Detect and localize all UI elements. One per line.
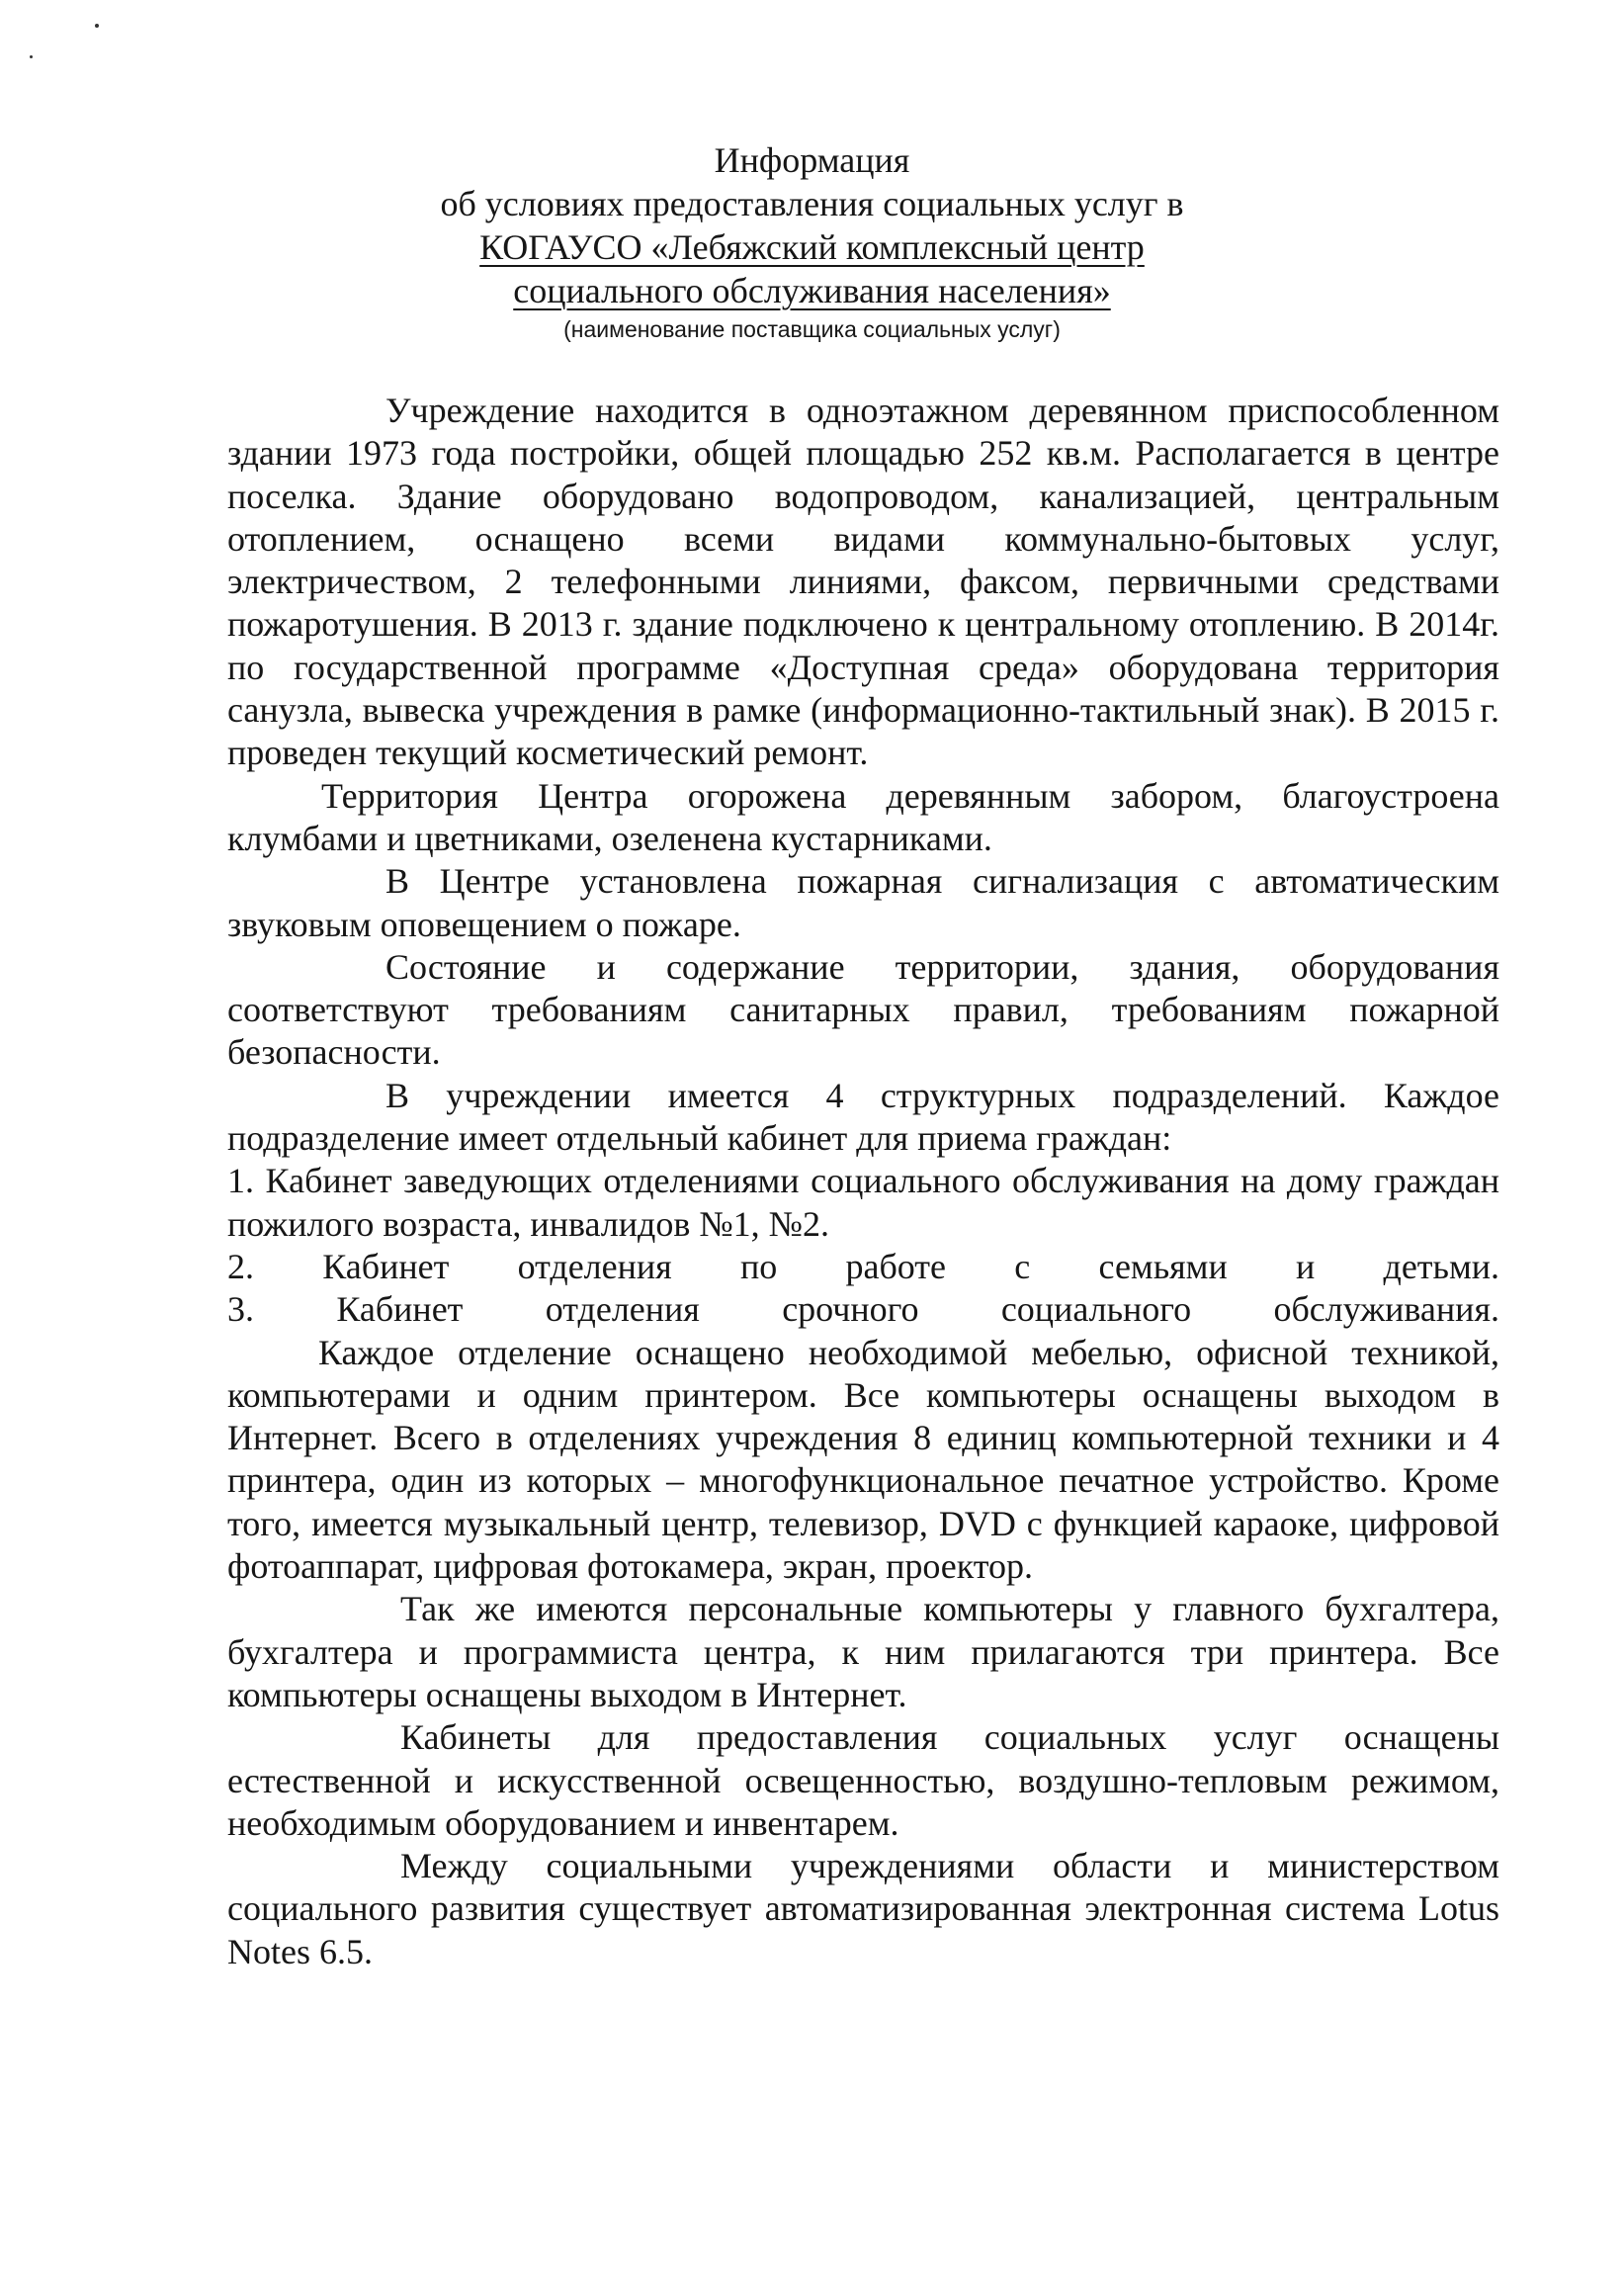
paragraph-equipment: Каждое отделение оснащено необходимой мебелью, офисной техникой, компьютерами и одним принтером. Все компьютеры оснащены выходом в Интернет. Всего в отделениях учреждения 8 единиц компьютерной техники и 4 принтера, один из которых – многофункциональное печатное устройство. Кроме того, имеется музыкальный центр, телевизор, DVD с функцией караоке, цифровой фотоаппарат, цифровая фотокамера, экран, проектор. bbox=[227, 1332, 1499, 1587]
paragraph-departments: В учреждении имеется 4 структурных подразделений. Каждое подразделение имеет отдельный кабинет для приема граждан: bbox=[227, 1075, 1499, 1159]
scan-speck bbox=[95, 24, 99, 28]
list-item-cabinet-3: 3. Кабинет отделения срочного социального обслуживания. bbox=[227, 1289, 1499, 1330]
paragraph-cabinets: Кабинеты для предоставления социальных услуг оснащены естественной и искусственной освещенностью, воздушно-тепловым режимом, необходимым оборудованием и инвентарем. bbox=[227, 1717, 1499, 1843]
paragraph-condition: Состояние и содержание территории, здания, оборудования соответствуют требованиям санитарных правил, требованиям пожарной безопасности. bbox=[227, 946, 1499, 1073]
organization-caption: (наименование поставщика социальных услуг) bbox=[563, 316, 1061, 342]
paragraph-computers: Так же имеются персональные компьютеры у главного бухгалтера, бухгалтера и программиста центра, к ним прилагаются три принтера. Все компьютеры оснащены выходом в Интернет. bbox=[227, 1589, 1499, 1714]
paragraph-territory: Территория Центра огорожена деревянным забором, благоустроена клумбами и цветниками, озеленена кустарниками. bbox=[227, 775, 1499, 858]
document-title: Информация bbox=[714, 140, 910, 180]
organization-name-line-2: социального обслуживания населения» bbox=[513, 271, 1111, 310]
document-body bbox=[227, 390, 1499, 1973]
paragraph-fire-alarm: В Центре установлена пожарная сигнализация с автоматическим звуковым оповещением о пожаре. bbox=[227, 861, 1499, 944]
document-header bbox=[0, 138, 1624, 346]
document-subtitle: об условиях предоставления социальных услуг в bbox=[440, 184, 1184, 223]
list-item-cabinet-2: 2. Кабинет отделения по работе с семьями и детьми. bbox=[227, 1246, 1499, 1286]
scan-speck bbox=[30, 55, 33, 58]
organization-name-line-1: КОГАУСО «Лебяжский комплексный центр bbox=[479, 227, 1145, 267]
paragraph-lotus-notes: Между социальными учреждениями области и министерством социального развития существует автоматизированная электронная система Lotus Notes 6.5. bbox=[227, 1846, 1499, 1971]
paragraph-building: Учреждение находится в одноэтажном деревянном приспособленном здании 1973 года постройки, общей площадью 252 кв.м. Располагается в центре поселка. Здание оборудовано водопроводом, канализацией, центральным отоплением, оснащено всеми видами коммунально-бытовых услуг, электричеством, 2 телефонными линиями, факсом, первичными средствами пожаротушения. В 2013 г. здание подключено к центральному отоплению. В 2014г. по государственной программе «Доступная среда» оборудована территория санузла, вывеска учреждения в рамке (информационно-тактильный знак). В 2015 г. проведен текущий косметический ремонт. bbox=[227, 391, 1499, 773]
list-item-cabinet-1: 1. Кабинет заведующих отделениями социального обслуживания на дому граждан пожилого возраста, инвалидов №1, №2. bbox=[227, 1161, 1499, 1244]
